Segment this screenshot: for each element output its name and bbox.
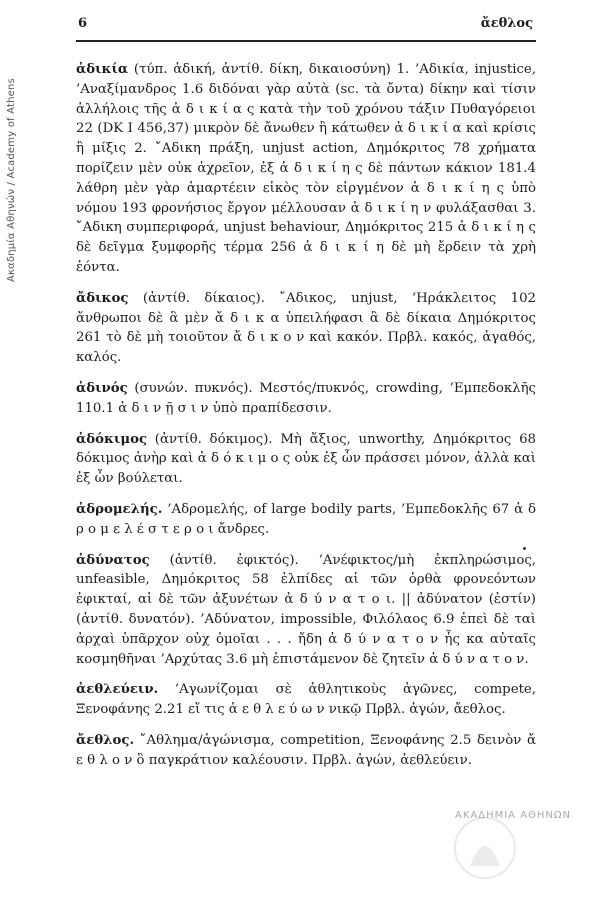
entry-text: ’Αδρομελής, of large bodily parts, ’Εμπεδοκλῆς 67 ἀ δ ρ ο μ ε λ έ σ τ ε ρ ο ι ἄνδρες. xyxy=(76,501,537,537)
header-rule xyxy=(76,40,536,42)
entry-text: (ἀντίθ. ἐφικτός). ’Ανέφικτος/μὴ ἐκπληρώσιμος, unfeasible, Δημόκριτος 58 ἐλπίδες αἱ τῶν ὀρθὰ φρονεόντων ἐφικταί, αἱ δὲ τῶν ἀξυνέτων ἀ δ ύ ν α τ ο ι. || ἀδύνατον (ἐστίν) (ἀντίθ. δυνατόν). ’Αδύνατον, impossible, Φιλόλαος 6.9 ἐπεὶ δὲ ταὶ ἀρχαὶ ὑπᾶρχον οὐχ ὁμοῖαι . . . ἤδη ἀ δ ύ ν α τ ο ν ἦς κα αὐταῖς κοσμηθῆναι ’Αρχύτας 3.6 μὴ ἐπιστάμενον δὲ ζητεῖν ἀ δ ύ ν α τ ο ν. xyxy=(76,552,536,667)
entry-text: (ἀντίθ. δίκαιος). ῎Αδικος, unjust, ‘Ηράκλειτος 102 ἄνθρωποι δὲ ἃ μὲν ἄ δ ι κ α ὑπειλήφασι ἃ δὲ δίκαια Δημόκριτος 261 τὸ δὲ μὴ τοιοῦτον ἄ δ ι κ ο ν καὶ κακόν. Πρβλ. κακός, ἀγαθός, καλός. xyxy=(76,290,536,366)
entry-headword: ἀδικία xyxy=(76,62,129,77)
side-caption: Ακαδημία Αθηνών / Academy of Athens xyxy=(6,78,17,282)
entry xyxy=(76,289,536,368)
entry-headword: ἀεθλεύειν. xyxy=(76,682,159,698)
entry-text: (συνών. πυκνός). Μεστός/πυκνός, crowding, ’Εμπεδοκλῆς 110.1 ἀ δ ι ν ῇ σ ι ν ὑπὸ πραπίδεσσιν. xyxy=(76,380,536,416)
entry xyxy=(76,60,536,278)
entry-headword: ἄδικος xyxy=(76,290,129,306)
entry xyxy=(76,680,536,720)
entry-headword: ἀδινός xyxy=(76,380,128,396)
entry xyxy=(76,551,536,670)
entry-headword: ἀδύνατος xyxy=(76,552,150,568)
page-number: 6 xyxy=(78,16,88,31)
entry-headword: ἀδρομελής. xyxy=(76,501,163,517)
entry-headword: ἄεθλος. xyxy=(76,732,135,748)
running-head: ἄεθλος xyxy=(480,16,533,31)
entry-text: ῎Αθλημα/ἀγώνισμα, competition, Ξενοφάνης 2.5 δεινὸν ἄ ε θ λ ο ν ὃ παγκράτιον καλέουσιν. Πρβλ. ἀγών, ἀεθλεύειν. xyxy=(76,732,536,768)
entry-text: (ἀντίθ. δόκιμος). Μὴ ἄξιος, unworthy, Δημόκριτος 68 δόκιμος ἀνὴρ καὶ ἀ δ ό κ ι μ ο ς οὐκ ἐξ ὧν πράσσει μόνον, ἀλλὰ καὶ ἐξ ὧν βούλεται. xyxy=(76,431,536,487)
entry xyxy=(76,379,536,419)
entry xyxy=(76,731,536,771)
entry-text: (τύπ. ἀδική, ἀντίθ. δίκη, δικαιοσύνη) 1. ’Αδικία, injustice, ’Αναξίμανδρος 1.6 διδόναι γὰρ αὐτὰ (sc. τὰ ὄντα) δίκην καὶ τίσιν ἀλλήλοις τῆς ἀ δ ι κ ί α ς κατὰ τὴν τοῦ χρόνου τάξιν Πυθαγόρειοι 22 (DK I 456,37) μικρὸν δὲ ἄνωθεν ἢ κάτωθεν ἀ δ ι κ ί α καὶ κρίσις ἢ μίξις 2. ῎Αδικη πράξη, unjust action, Δημόκριτος 78 χρήματα πορίζειν μὲν οὐκ ἀχρεῖον, ἐξ ἀ δ ι κ ί η ς δὲ πάντων κάκιον 181.4 λάθρη μὲν γὰρ ἁμαρτέειν εἰκὸς τὸν εἰργμένον ἀ δ ι κ ί η ς ὑπὸ νόμου 193 φρονήσιος ἔργον μέλλουσαν ἀ δ ι κ ί η ν φυλάξασθαι 3. ῎Αδικη συμπεριφορά, unjust behaviour, Δημόκριτος 215 ἀ δ ι κ ί η ς δὲ δεῖγμα ξυμφορῆς τέρμα 256 ἀ δ ι κ ί η δὲ μὴ ἔρδειν τὰ χρὴ ἐόντα. xyxy=(76,62,537,275)
watermark-text: ΑΚΑΔΗΜΙΑ ΑΘΗΝΩΝ xyxy=(455,810,572,821)
entry-headword: ἀδόκιμος xyxy=(76,431,148,447)
entry xyxy=(76,430,536,489)
entry xyxy=(76,500,536,540)
ink-dot xyxy=(523,547,526,550)
entry-text: ’Αγωνίζομαι σὲ ἀθλητικοὺς ἀγῶνες, compete, Ξενοφάνης 2.21 εἴ τις ἀ ε θ λ ε ύ ω ν νικῷ Πρβλ. ἀγών, ἄεθλος. xyxy=(76,682,537,718)
entries-body xyxy=(76,60,536,782)
